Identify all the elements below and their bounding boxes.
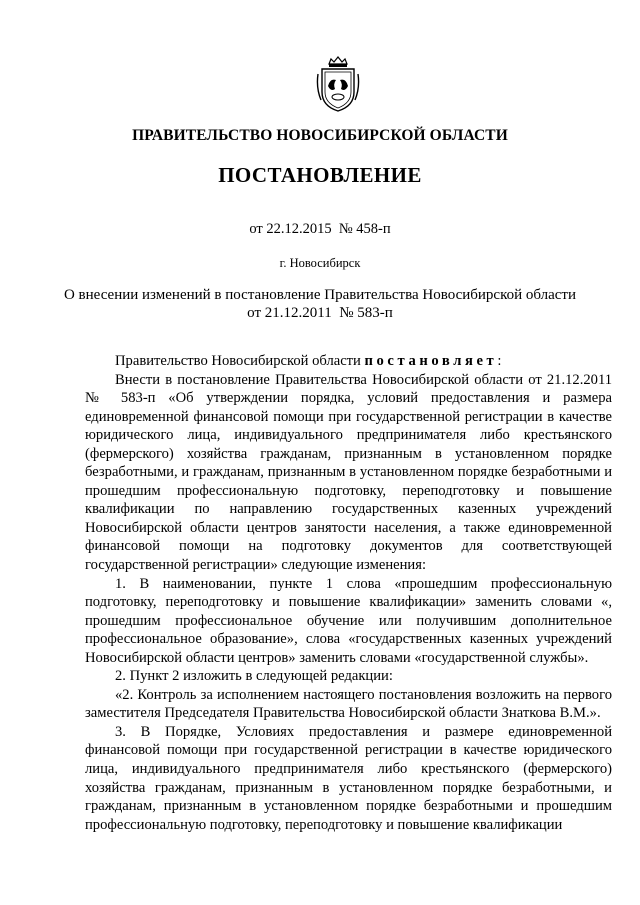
intro-keyword: постановляет xyxy=(364,353,498,369)
document-date-number: от 22.12.2015 № 458-п xyxy=(249,221,391,237)
organization-name: ПРАВИТЕЛЬСТВО НОВОСИБИРСКОЙ ОБЛАСТИ xyxy=(132,127,508,144)
document-city: г. Новосибирск xyxy=(279,256,361,270)
subject-line-1: О внесении изменений в постановление Правительства Новосибирской области xyxy=(63,287,577,303)
document-type: ПОСТАНОВЛЕНИЕ xyxy=(218,163,422,187)
intro-paragraph xyxy=(85,352,612,371)
paragraph-item-2: 2. Пункт 2 изложить в следующей редакции: xyxy=(115,668,393,685)
coat-of-arms-icon xyxy=(316,56,360,112)
intro-prefix: Правительство Новосибирской области xyxy=(115,353,365,369)
paragraph-item-1: 1. В наименовании, пункте 1 слова «прошедшим профессиональную подготовку, переподготовку и повышение квалификации» заменить словами «, прошедшим профессиональное обучение или получившим дополнительное профессиональное образование», слова «государственных казенных учреждений Новосибирской области центров» заменить словами «государственной службы». xyxy=(85,575,612,666)
paragraph-amend-intro: Внести в постановление Правительства Новосибирской области от 21.12.2011 № 583-п «Об утверждении порядка, условий предоставления и размера единовременной финансовой помощи при государственной регистрации в качестве юридического лица, индивидуального предпринимателя либо крестьянского (фермерского) хозяйства гражданам, признанным в установленном порядке безработными, и гражданам, признанным в установленном порядке безработными и прошедшим профессиональную подготовку, переподготовку и повышение квалификации по направлению государственных казенных учреждений Новосибирской области центров занятости населения, а также единовременной финансовой помощи на подготовку документов для соответствующей государственной регистрации» следующие изменения: xyxy=(85,371,612,574)
document-subject xyxy=(60,286,580,322)
subject-line-2: от 21.12.2011 № 583-п xyxy=(247,305,393,321)
document-body xyxy=(85,352,612,834)
paragraph-item-2-text: «2. Контроль за исполнением настоящего постановления возложить на первого заместителя Председателя Правительства Новосибирской области Знаткова В.М.». xyxy=(85,686,612,722)
paragraph-item-3: 3. В Порядке, Условиях предоставления и размере единовременной финансовой помощи при государственной регистрации в качестве юридического лица, индивидуального предпринимателя либо крестьянского (фермерского) хозяйства гражданам, признанным в установленном порядке безработными, и гражданам, признанным в установленном порядке безработными и прошедшим профессиональную подготовку, переподготовку и повышение квалификации xyxy=(85,723,612,833)
intro-suffix: : xyxy=(497,353,502,369)
